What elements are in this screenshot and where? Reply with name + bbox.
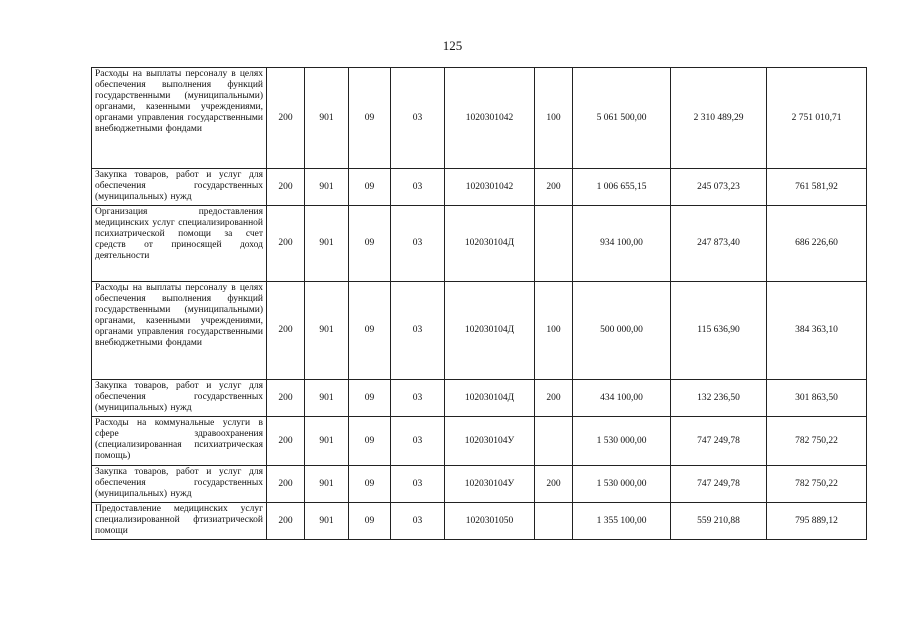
cell-code-2: 901 <box>305 169 349 206</box>
table-row <box>92 169 867 206</box>
cell-code-2: 901 <box>305 503 349 540</box>
cell-expense-type: 200 <box>535 466 573 503</box>
cell-amount-remaining: 761 581,92 <box>767 169 867 206</box>
cell-code-1: 200 <box>267 503 305 540</box>
page-number: 125 <box>442 38 463 53</box>
cell-code-2: 901 <box>305 380 349 417</box>
cell-target-article: 1020301042 <box>445 68 535 169</box>
cell-code-2: 901 <box>305 417 349 466</box>
cell-expense-type: 200 <box>535 380 573 417</box>
cell-amount-planned: 434 100,00 <box>573 380 671 417</box>
table-row <box>92 466 867 503</box>
cell-amount-remaining: 2 751 010,71 <box>767 68 867 169</box>
cell-amount-executed: 559 210,88 <box>671 503 767 540</box>
cell-amount-executed: 747 249,78 <box>671 466 767 503</box>
table-row <box>92 417 867 466</box>
cell-code-1: 200 <box>267 68 305 169</box>
cell-code-3: 09 <box>349 417 391 466</box>
row-name: Закупка товаров, работ и услуг для обеспечения государственных (муниципальных) нужд <box>92 380 267 417</box>
cell-amount-remaining: 782 750,22 <box>767 417 867 466</box>
cell-expense-type <box>535 206 573 282</box>
cell-target-article: 102030104У <box>445 466 535 503</box>
cell-target-article: 1020301042 <box>445 169 535 206</box>
row-name: Закупка товаров, работ и услуг для обеспечения государственных (муниципальных) нужд <box>92 169 267 206</box>
table-row <box>92 503 867 540</box>
row-name: Расходы на коммунальные услуги в сфере здравоохранения (специализированная психиатрическая помощь) <box>92 417 267 466</box>
cell-code-1: 200 <box>267 169 305 206</box>
cell-amount-planned: 934 100,00 <box>573 206 671 282</box>
table-row <box>92 282 867 380</box>
cell-code-4: 03 <box>391 68 445 169</box>
cell-amount-remaining: 782 750,22 <box>767 466 867 503</box>
cell-code-4: 03 <box>391 417 445 466</box>
cell-amount-planned: 1 355 100,00 <box>573 503 671 540</box>
cell-code-2: 901 <box>305 206 349 282</box>
cell-amount-remaining: 686 226,60 <box>767 206 867 282</box>
cell-code-3: 09 <box>349 466 391 503</box>
cell-code-4: 03 <box>391 503 445 540</box>
cell-code-1: 200 <box>267 466 305 503</box>
cell-code-2: 901 <box>305 68 349 169</box>
table-row <box>92 206 867 282</box>
cell-amount-executed: 115 636,90 <box>671 282 767 380</box>
row-name: Закупка товаров, работ и услуг для обеспечения государственных (муниципальных) нужд <box>92 466 267 503</box>
cell-code-3: 09 <box>349 503 391 540</box>
cell-amount-remaining: 384 363,10 <box>767 282 867 380</box>
table-row <box>92 380 867 417</box>
cell-target-article: 102030104Д <box>445 380 535 417</box>
row-name: Расходы на выплаты персоналу в целях обеспечения выполнения функций государственными (муниципальными) органами, казенными учреждениями, органами управления государственными внебюджетными фондами <box>92 68 267 169</box>
cell-target-article: 1020301050 <box>445 503 535 540</box>
row-name: Организация предоставления медицинских услуг специализированной психиатрической помощи за счет средств от приносящей доход деятельности <box>92 206 267 282</box>
budget-table <box>91 67 867 540</box>
cell-amount-planned: 1 006 655,15 <box>573 169 671 206</box>
cell-code-1: 200 <box>267 282 305 380</box>
cell-code-3: 09 <box>349 169 391 206</box>
cell-code-1: 200 <box>267 380 305 417</box>
cell-expense-type: 100 <box>535 68 573 169</box>
cell-code-3: 09 <box>349 206 391 282</box>
cell-code-3: 09 <box>349 68 391 169</box>
cell-target-article: 102030104У <box>445 417 535 466</box>
cell-amount-planned: 1 530 000,00 <box>573 417 671 466</box>
cell-amount-executed: 245 073,23 <box>671 169 767 206</box>
cell-amount-executed: 247 873,40 <box>671 206 767 282</box>
cell-target-article: 102030104Д <box>445 206 535 282</box>
cell-target-article: 102030104Д <box>445 282 535 380</box>
cell-amount-planned: 1 530 000,00 <box>573 466 671 503</box>
cell-code-4: 03 <box>391 380 445 417</box>
cell-code-3: 09 <box>349 380 391 417</box>
cell-amount-executed: 2 310 489,29 <box>671 68 767 169</box>
cell-code-4: 03 <box>391 282 445 380</box>
cell-amount-remaining: 301 863,50 <box>767 380 867 417</box>
cell-code-3: 09 <box>349 282 391 380</box>
cell-code-4: 03 <box>391 206 445 282</box>
cell-code-2: 901 <box>305 282 349 380</box>
table-row <box>92 68 867 169</box>
cell-amount-planned: 5 061 500,00 <box>573 68 671 169</box>
cell-amount-remaining: 795 889,12 <box>767 503 867 540</box>
cell-amount-planned: 500 000,00 <box>573 282 671 380</box>
cell-amount-executed: 747 249,78 <box>671 417 767 466</box>
cell-expense-type: 100 <box>535 282 573 380</box>
cell-amount-executed: 132 236,50 <box>671 380 767 417</box>
cell-code-4: 03 <box>391 169 445 206</box>
cell-expense-type <box>535 417 573 466</box>
cell-code-1: 200 <box>267 417 305 466</box>
row-name: Предоставление медицинских услуг специализированной фтизиатрической помощи <box>92 503 267 540</box>
cell-expense-type: 200 <box>535 169 573 206</box>
cell-expense-type <box>535 503 573 540</box>
cell-code-2: 901 <box>305 466 349 503</box>
cell-code-4: 03 <box>391 466 445 503</box>
row-name: Расходы на выплаты персоналу в целях обеспечения выполнения функций государственными (муниципальными) органами, казенными учреждениями, органами управления государственными внебюджетными фондами <box>92 282 267 380</box>
cell-code-1: 200 <box>267 206 305 282</box>
